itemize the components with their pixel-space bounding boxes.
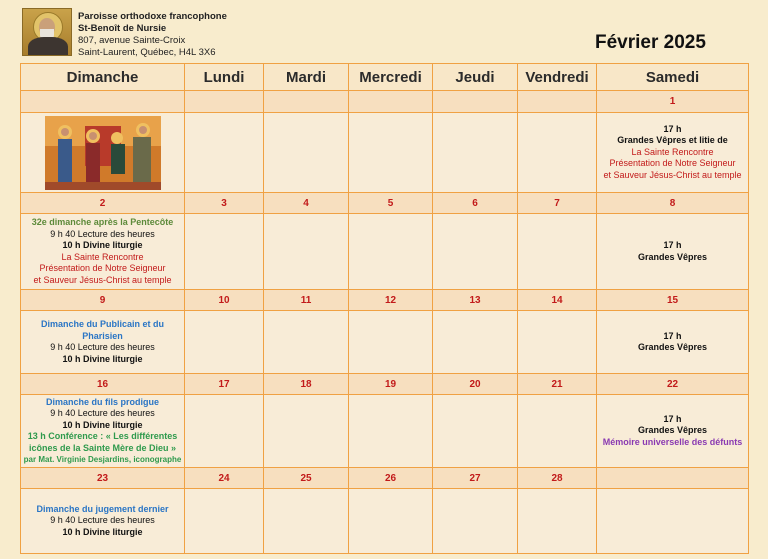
day-cell [349,214,433,290]
day-cell [349,489,433,554]
day-cell [264,311,349,374]
date-cell: 21 [518,374,597,395]
day-cell [185,113,264,193]
day-header-vendredi: Vendredi [518,64,597,91]
conference-title: 13 h Conférence : « Les différentes [27,431,178,441]
date-cell: 22 [597,374,749,395]
sunday-cell [21,214,185,290]
date-cell: 23 [21,468,185,489]
feast-detail: Présentation de Notre Seigneur [609,158,736,169]
day-cell [185,311,264,374]
saturday-cell [597,113,749,193]
liturgy-time: 10 h Divine liturgie [62,353,143,364]
week-number-row [21,374,749,395]
date-cell: 15 [597,290,749,311]
date-cell: 3 [185,193,264,214]
day-cell [264,489,349,554]
feast-detail: et Sauveur Jésus-Christ au temple [603,169,742,180]
sunday-cell [21,113,185,193]
event-time: 17 h [663,240,682,250]
day-cell [518,395,597,468]
date-cell [597,468,749,489]
date-cell [21,91,185,113]
day-cell [349,395,433,468]
date-cell: 7 [518,193,597,214]
date-cell: 10 [185,290,264,311]
date-cell [518,91,597,113]
saturday-cell [597,489,749,554]
sunday-cell [21,489,185,554]
week-content-row [21,311,749,374]
day-cell [518,113,597,193]
feast-detail: et Sauveur Jésus-Christ au temple [33,274,172,285]
date-cell: 11 [264,290,349,311]
week-number-row [21,468,749,489]
event-time: 17 h [663,413,682,424]
date-cell: 2 [21,193,185,214]
date-cell: 27 [433,468,518,489]
presentation-icon [45,116,161,190]
day-header-samedi: Samedi [597,64,749,91]
parish-address: 807, avenue Sainte-Croix [78,35,186,46]
month-title: Février 2025 [595,32,706,53]
day-cell [185,489,264,554]
date-cell: 5 [349,193,433,214]
sunday-title: Dimanche du jugement dernier [36,503,169,514]
event-time: 17 h [663,123,682,134]
date-cell: 17 [185,374,264,395]
day-cell [264,214,349,290]
event-title: Grandes Vêpres et litie de [617,135,728,146]
date-cell [349,91,433,113]
sunday-title: Pharisien [82,330,123,341]
feast-name: La Sainte Rencontre [631,146,714,157]
day-cell [518,489,597,554]
date-cell: 26 [349,468,433,489]
date-cell: 4 [264,193,349,214]
day-header-mardi: Mardi [264,64,349,91]
day-header-lundi: Lundi [185,64,264,91]
week-content-row [21,113,749,193]
day-cell [264,395,349,468]
week-number-row [21,193,749,214]
parish-info [78,11,227,59]
hours-reading: 9 h 40 Lecture des heures [50,515,155,526]
event-title: Grandes Vêpres [637,425,708,436]
day-cell [518,311,597,374]
day-cell [433,395,518,468]
day-header-dimanche: Dimanche [21,64,185,91]
event-title: Grandes Vêpres [637,342,708,352]
week-number-row [21,91,749,113]
event-title: Grandes Vêpres [637,251,708,262]
date-cell: 20 [433,374,518,395]
week-content-row [21,489,749,554]
week-content-row [21,395,749,468]
conference-speaker: par Mat. Virginie Desjardins, iconographe [23,455,182,464]
day-cell [433,311,518,374]
saturday-cell [597,214,749,290]
day-cell [433,113,518,193]
saturday-cell [597,311,749,374]
day-header-mercredi: Mercredi [349,64,433,91]
date-cell: 18 [264,374,349,395]
date-cell: 16 [21,374,185,395]
date-cell: 13 [433,290,518,311]
parish-name: Paroisse orthodoxe francophone [78,11,227,22]
sunday-title: Dimanche du Publicain et du [40,319,165,329]
date-cell: 1 [597,91,749,113]
liturgy-time: 10 h Divine liturgie [62,526,143,537]
liturgy-time: 10 h Divine liturgie [62,419,143,430]
hours-reading: 9 h 40 Lecture des heures [50,228,155,239]
date-cell: 6 [433,193,518,214]
date-cell: 24 [185,468,264,489]
event-time: 17 h [663,330,682,341]
date-cell [264,91,349,113]
day-cell [433,489,518,554]
feast-detail: Présentation de Notre Seigneur [39,263,166,273]
day-cell [264,113,349,193]
parish-patron: St-Benoît de Nursie [78,23,167,34]
hours-reading: 9 h 40 Lecture des heures [50,342,155,352]
date-cell [185,91,264,113]
conference-title: icônes de la Sainte Mère de Dieu » [28,442,177,453]
calendar-grid [20,63,749,554]
feast-name: La Sainte Rencontre [61,251,144,262]
day-cell [185,395,264,468]
week-content-row [21,214,749,290]
sunday-title: Dimanche du fils prodigue [45,396,159,407]
day-cell [185,214,264,290]
date-cell: 19 [349,374,433,395]
sunday-cell [21,395,185,468]
sunday-title: 32e dimanche après la Pentecôte [31,217,174,227]
date-cell: 12 [349,290,433,311]
day-cell [433,214,518,290]
parish-city: Saint-Laurent, Québec, H4L 3X6 [78,47,216,58]
memorial-title: Mémoire universelle des défunts [602,436,743,447]
date-cell: 8 [597,193,749,214]
date-cell: 14 [518,290,597,311]
liturgy-time: 10 h Divine liturgie [62,240,143,250]
saturday-cell [597,395,749,468]
date-cell: 25 [264,468,349,489]
day-cell [518,214,597,290]
day-header-jeudi: Jeudi [433,64,518,91]
hours-reading: 9 h 40 Lecture des heures [50,408,155,418]
date-cell: 9 [21,290,185,311]
date-cell: 28 [518,468,597,489]
day-cell [349,311,433,374]
day-cell [349,113,433,193]
sunday-cell [21,311,185,374]
week-number-row [21,290,749,311]
date-cell [433,91,518,113]
saint-benedict-icon [22,8,72,56]
weekday-header-row [21,64,749,91]
